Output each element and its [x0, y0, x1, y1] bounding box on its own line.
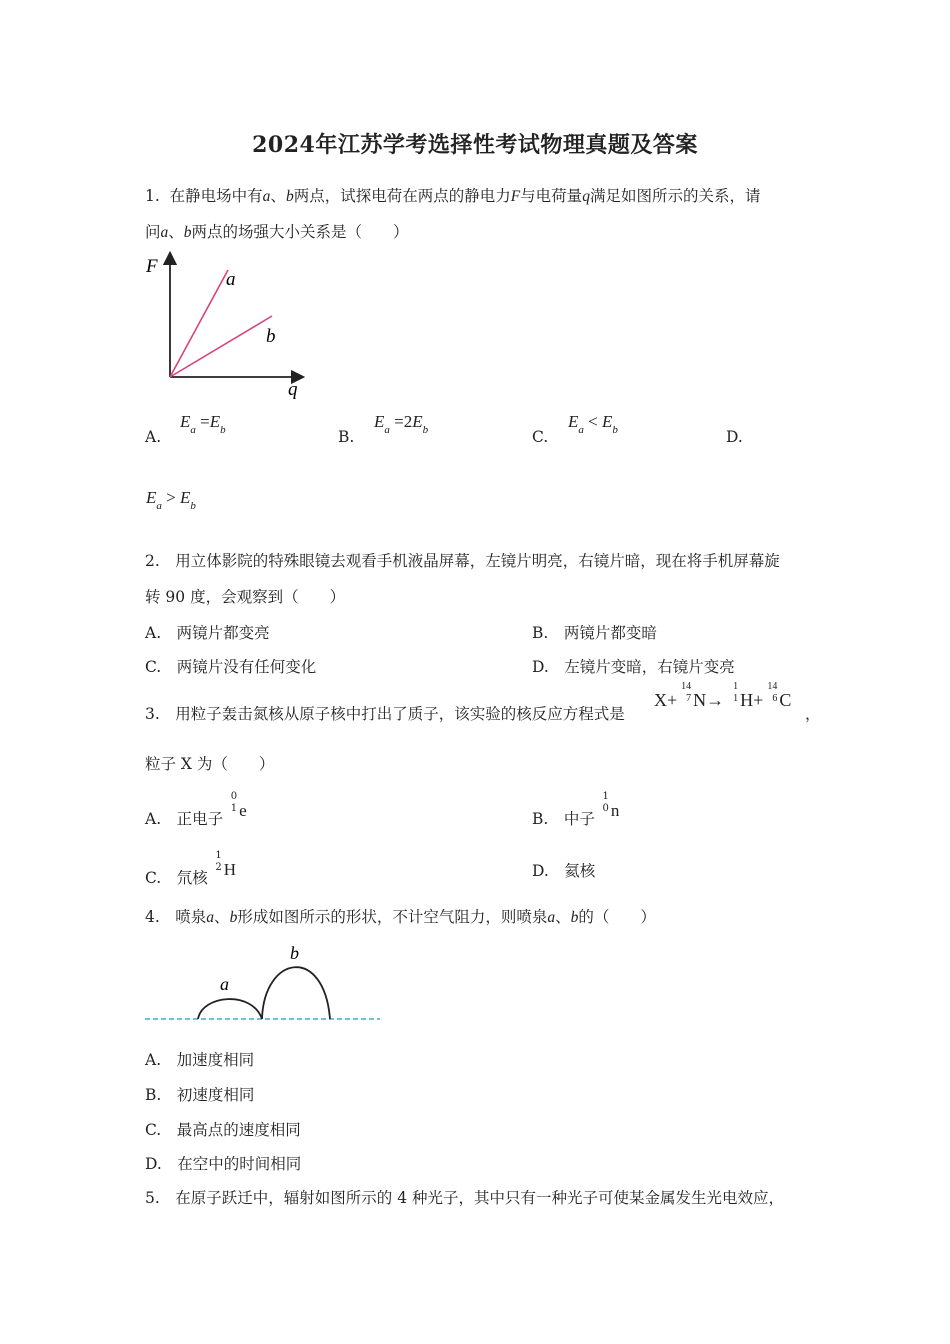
- q4-stem-line1: 4. 喷泉a、b形成如图所示的形状，不计空气阻力，则喷泉a、b的（ ）: [145, 908, 656, 926]
- q1-f-q-graph: [140, 250, 320, 405]
- q1-stem-line1: 1. 在静电场中有a、b两点，试探电荷在两点的静电力F与电荷量q满足如图所示的关系，请: [145, 187, 761, 205]
- line-b: [170, 316, 272, 377]
- q1-option-b-letter: B.: [338, 428, 355, 446]
- q5-stem-line1: 5. 在原子跃迁中，辐射如图所示的 4 种光子，其中只有一种光子可使某金属发生光电效应，: [145, 1189, 785, 1207]
- y-axis-label: F: [146, 256, 158, 277]
- q3-option-c: C. 氘核 1 2 H: [145, 850, 237, 887]
- q1-option-b-expr: $E_a =2E_b$: [374, 412, 429, 436]
- fountain-b-label: b: [290, 943, 299, 963]
- q3-option-d: D. 氦核: [532, 862, 596, 880]
- q1-option-c-letter: C.: [532, 428, 549, 446]
- q1-option-a-expr: $E_a =E_b$: [180, 412, 226, 436]
- q2-option-a: A. 两镜片都变亮: [145, 624, 270, 642]
- q3-stem-line2: 粒子 X 为（ ）: [145, 755, 275, 773]
- fountain-a-label: a: [220, 974, 229, 994]
- q1-option-a-letter: A.: [145, 428, 162, 446]
- fountain-b: [262, 967, 330, 1019]
- q4-option-c: C. 最高点的速度相同: [145, 1121, 301, 1139]
- q2-option-c: C. 两镜片没有任何变化: [145, 658, 317, 676]
- q1-stem-line2: 问a、b两点的场强大小关系是（ ）: [145, 223, 409, 241]
- q3-comma: ，: [805, 705, 821, 723]
- q3-reaction-equation: X+ 14 7 N→ 1 1 H+ 14 6 C: [654, 681, 792, 710]
- q1-option-c-expr: $E_a < E_b$: [568, 412, 618, 436]
- q2-stem-line1: 2. 用立体影院的特殊眼镜去观看手机液晶屏幕，左镜片明亮，右镜片暗，现在将手机屏幕旋: [145, 552, 780, 570]
- q3-stem-line1: 3. 用粒子轰击氮核从原子核中打出了质子，该实验的核反应方程式是: [145, 705, 625, 723]
- line-b-label: b: [266, 326, 276, 347]
- fountain-a: [198, 999, 262, 1019]
- q2-option-d: D. 左镜片变暗，右镜片变亮: [532, 658, 735, 676]
- q4-option-b: B. 初速度相同: [145, 1086, 255, 1104]
- line-a-label: a: [226, 269, 236, 290]
- q3-option-b: B. 中子 1 0 n: [532, 791, 620, 828]
- q4-fountain-diagram: [140, 935, 390, 1030]
- q4-option-a: A. 加速度相同: [145, 1051, 255, 1069]
- q1-option-d-letter: D.: [726, 428, 743, 446]
- x-axis-label: q: [288, 379, 298, 400]
- page-title: 2024年江苏学考选择性考试物理真题及答案: [252, 132, 698, 158]
- q2-option-b: B. 两镜片都变暗: [532, 624, 657, 642]
- line-a: [170, 270, 228, 377]
- q4-option-d: D. 在空中的时间相同: [145, 1155, 302, 1173]
- q2-stem-line2: 转 90 度，会观察到（ ）: [145, 588, 346, 606]
- q3-option-a: A. 正电子 0 1 e: [145, 791, 247, 828]
- q1-option-d-expr: $E_a > E_b$: [146, 488, 196, 512]
